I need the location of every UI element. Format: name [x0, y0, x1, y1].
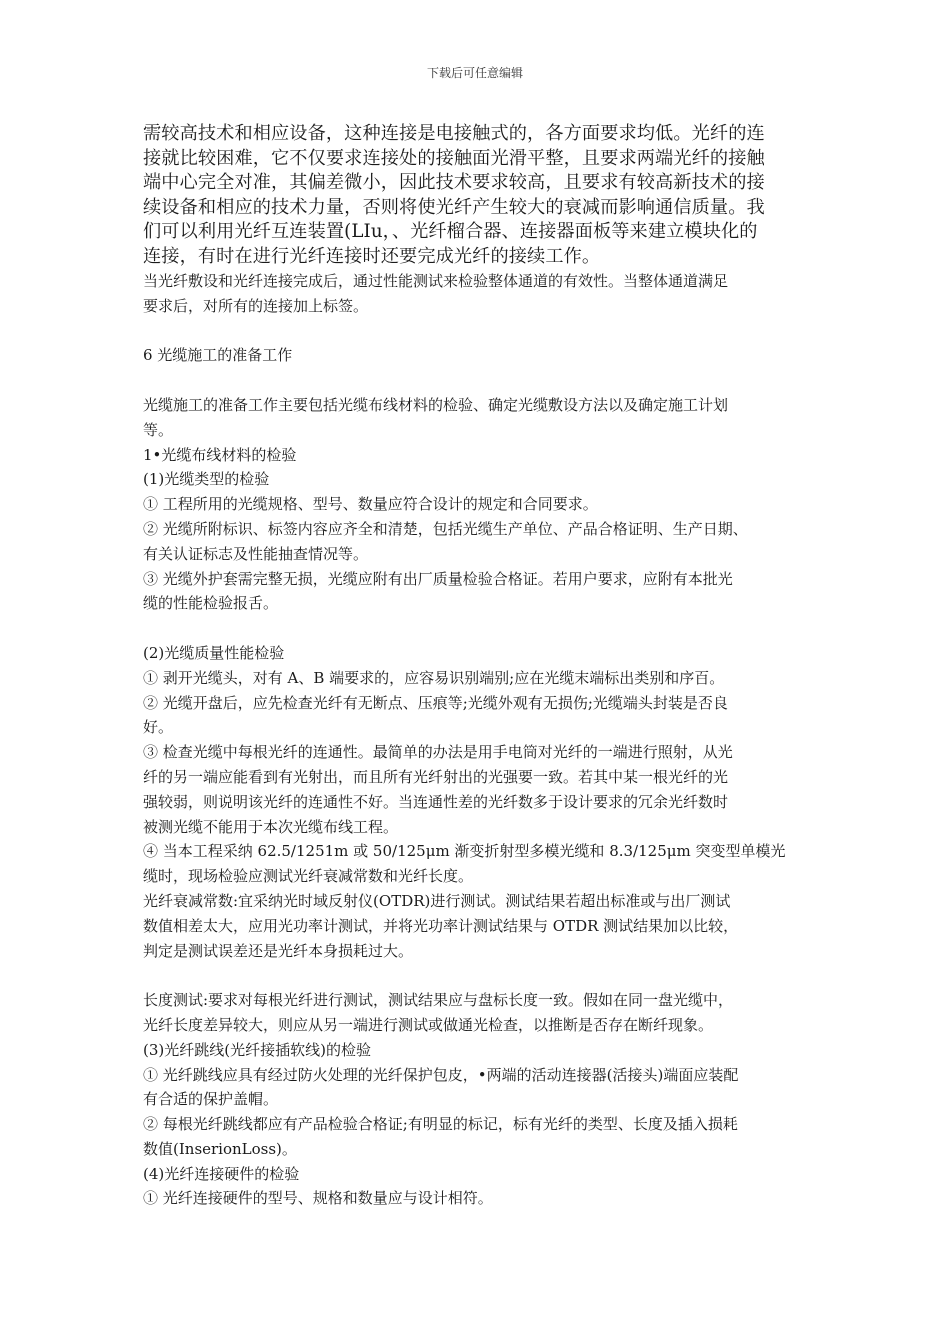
text-line: 数值相差太大，应用光功率计测试，并将光功率计测试结果与 OTDR 测试结果加以比较，: [143, 916, 739, 935]
text-line: 强较弱，则说明该光纤的连通性不好。当连通性差的光纤数多于设计要求的冗余光纤数时: [143, 792, 729, 811]
text-line: 等。: [143, 420, 174, 439]
blank-line: [143, 368, 818, 393]
text-line: 好。: [143, 718, 174, 737]
lead-text-line: 续设备和相应的技术力量，否则将使光纤产生较大的衰减而影响通信质量。我: [143, 196, 765, 218]
text-line: 纤的另一端应能看到有光射出，而且所有光纤射出的光强要一致。若其中某一根光纤的光: [143, 767, 729, 786]
text-line: (1)光缆类型的检验: [143, 470, 270, 489]
blank-line: [143, 616, 818, 641]
lead-paragraph: [143, 122, 818, 269]
text-line: ① 工程所用的光缆规格、型号、数量应符合设计的规定和合同要求。: [143, 495, 598, 514]
text-line: 要求后，对所有的连接加上标签。: [143, 296, 369, 315]
text-line: (3)光纤跳线(光纤接插软线)的检验: [143, 1040, 371, 1059]
text-line: (2)光缆质量性能检验: [143, 643, 285, 662]
lead-text-line: 连接，有时在进行光纤连接时还要完成光纤的接续工作。: [143, 245, 601, 267]
text-line: 6 光缆施工的准备工作: [143, 346, 293, 365]
text-line: 有合适的保护盖帽。: [143, 1090, 279, 1109]
text-line: 有关认证标志及性能抽查情况等。: [143, 544, 369, 563]
text-line: 当光纤敷设和光纤连接完成后，通过性能测试来检验整体通道的有效性。当整体通道满足: [143, 272, 729, 290]
text-line: 被测光缆不能用于本次光缆布线工程。: [143, 817, 399, 836]
text-line: 1•光缆布线材料的检验: [143, 445, 297, 464]
text-line: ② 每根光纤跳线都应有产品检验合格证;有明显的标记，标有光纤的类型、长度及插入损耗: [143, 1115, 738, 1134]
text-line: ② 光缆开盘后，应先检查光纤有无断点、压痕等;光缆外观有无损伤;光缆端头封装是否良: [143, 693, 728, 712]
lead-text-line: 接就比较困难，它不仅要求连接处的接触面光滑平整，且要求两端光纤的接触: [143, 147, 765, 169]
text-line: ④ 当本工程采纳 62.5/1251m 或 50/125μm 渐变折射型多模光缆和 8.3/125μm 突变型单模光: [143, 842, 786, 861]
blank-line: [143, 963, 818, 988]
lead-text-line: 们可以利用光纤互连装置(LIu，、光纤榴合器、连接器面板等来建立模块化的: [143, 221, 758, 242]
text-line: 光纤长度差异较大，则应从另一端进行测试或做通光检查，以推断是否存在断纤现象。: [143, 1015, 714, 1034]
blank-line: [143, 319, 818, 344]
text-line: (4)光纤连接硬件的检验: [143, 1164, 300, 1183]
text-line: 数值(InserionLoss)。: [143, 1139, 297, 1158]
text-line: ① 光纤连接硬件的型号、规格和数量应与设计相符。: [143, 1189, 493, 1208]
text-line: ③ 光缆外护套需完整无损，光缆应附有出厂质量检验合格证。若用户要求，应附有本批光: [143, 569, 733, 588]
text-line: 光缆施工的准备工作主要包括光缆布线材料的检验、确定光缆敷设方法以及确定施工计划: [143, 395, 729, 414]
main-text: [143, 269, 818, 1211]
text-line: 光纤衰减常数:宜采纳光时域反射仪(OTDR)进行测试。测试结果若超出标准或与出厂测试: [143, 891, 731, 910]
page-header: 下载后可任意编辑: [426, 66, 523, 80]
text-line: 缆的性能检验报舌。: [143, 594, 279, 613]
text-line: ② 光缆所附标识、标签内容应齐全和清楚，包括光缆生产单位、产品合格证明、生产日期、: [143, 519, 748, 538]
text-line: 长度测试:要求对每根光纤进行测试，测试结果应与盘标长度一致。假如在同一盘光缆中，: [143, 991, 734, 1010]
lead-text-line: 端中心完全对准，其偏差微小，因此技术要求较高，且要求有较高新技术的接: [143, 172, 765, 193]
text-line: ① 光纤跳线应具有经过防火处理的光纤保护包皮，•两端的活动连接器(活接头)端面应装配: [143, 1065, 739, 1084]
text-line: ① 剥开光缆头，对有 A、B 端要求的，应容易识别端别;应在光缆末端标出类别和序百。: [143, 668, 725, 687]
lead-text-line: 需较高技术和相应设备，这种连接是电接触式的，各方面要求均低。光纤的连: [143, 123, 765, 144]
text-line: 缆时，现场检验应测试光纤衰减常数和光纤长度。: [143, 867, 474, 886]
text-line: 判定是测试误差还是光纤本身损耗过大。: [143, 941, 414, 960]
text-line: ③ 检查光缆中每根光纤的连通性。最简单的办法是用手电筒对光纤的一端进行照射，从光: [143, 743, 733, 762]
document-body: [143, 122, 818, 1211]
